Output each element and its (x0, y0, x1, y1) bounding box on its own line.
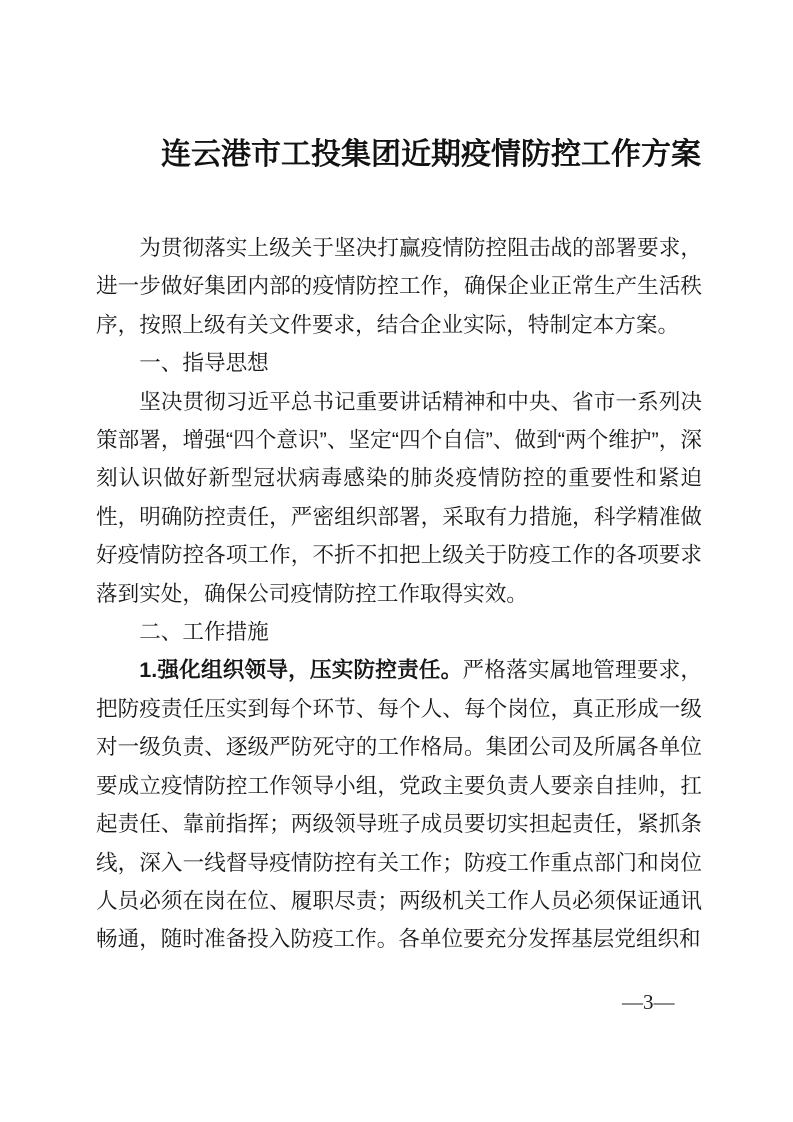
intro-paragraph: 为贯彻落实上级关于坚决打赢疫情防控阻击战的部署要求，进一步做好集团内部的疫情防控工作，确保企业正常生产生活秩序，按照上级有关文件要求，结合企业实际，特制定本方案。 (96, 235, 702, 337)
section-2-heading: 二、工作措施 (139, 619, 269, 645)
measure-1-body: 严格落实属地管理要求，把防疫责任压实到每个环节、每个人、每个岗位，真正形成一级对一级负责、逐级严防死守的工作格局。集团公司及所属各单位要成立疫情防控工作领导小组，党政主要负责人要亲自挂帅，扛起责任、靠前指挥；两级领导班子成员要切实担起责任，紧抓条线，深入一线督导疫情防控有关工作；防疫工作重点部门和岗位人员必须在岗在位、履职尽责；两级机关工作人员必须保证通讯畅通，随时准备投入防疫工作。各单位要充分发挥基层党组织和 (96, 657, 702, 952)
page-number: —3— (622, 990, 675, 1014)
document-title: 连云港市工投集团近期疫情防控工作方案 (161, 138, 701, 171)
section-1-paragraph: 坚决贯彻习近平总书记重要讲话精神和中央、省市一系列决策部署，增强“四个意识”、坚定“四个自信”、做到“两个维护”，深刻认识做好新型冠状病毒感染的肺炎疫情防控的重要性和紧迫性，明确防控责任，严密组织部署，采取有力措施，科学精准做好疫情防控各项工作，不折不扣把上级关于防疫工作的各项要求落到实处，确保公司疫情防控工作取得实效。 (96, 388, 702, 606)
document-body (96, 229, 702, 959)
measure-1-lead: 1.强化组织领导，压实防控责任。 (139, 657, 463, 683)
measure-1-paragraph (96, 651, 702, 958)
section-1-heading: 一、指导思想 (139, 350, 269, 376)
